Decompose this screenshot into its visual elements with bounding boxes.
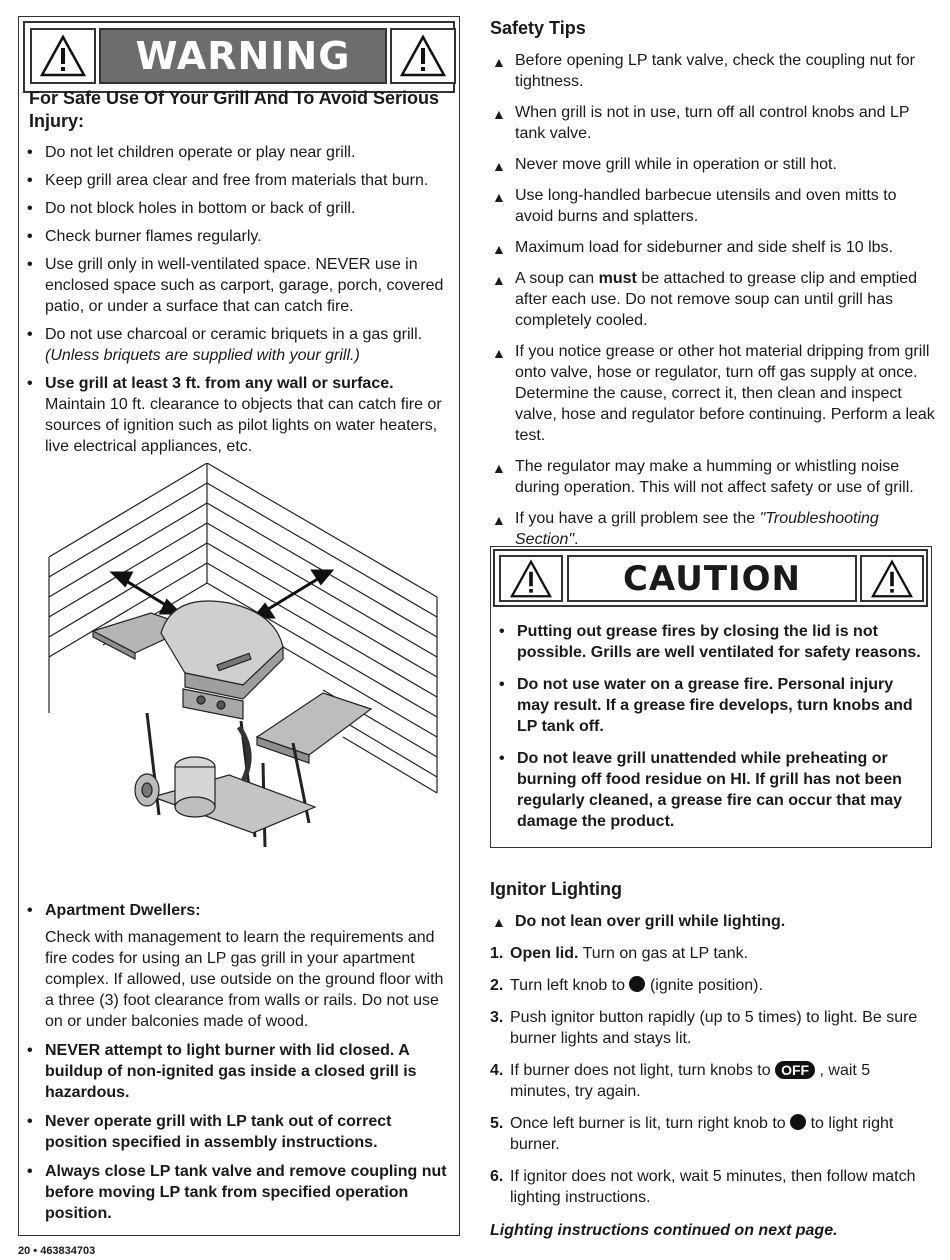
warning-title: WARNING	[99, 28, 387, 84]
ignitor-warning-text: Do not lean over grill while lighting.	[515, 913, 786, 930]
charcoal-note: (Unless briquets are supplied with your grill.)	[45, 347, 360, 364]
warning-triangle-icon	[390, 28, 456, 84]
list-item: • Do not leave grill unattended while preheating or burning off food residue on HI. If grill has not been regularly cleaned, a grease fire can occur that may damage the product.	[495, 748, 925, 832]
tip-text: Never move grill while in operation or still hot.	[515, 156, 837, 173]
list-item	[490, 1166, 935, 1208]
ignite-dot-icon	[790, 1114, 806, 1130]
list-item: • Do not block holes in bottom or back of grill.	[23, 198, 455, 219]
list-item	[490, 185, 935, 227]
apartment-text: Check with management to learn the requirements and fire codes for using an LP gas grill in your apartment complex. If allowed, use outside on the ground floor with a three (3) foot clearance from walls or rails. Do not use on or under balconies made of wood.	[45, 929, 444, 1030]
list-item	[490, 50, 935, 92]
list-item	[490, 102, 935, 144]
tip-emphasis: must	[598, 270, 637, 287]
list-item	[23, 324, 455, 366]
tip-text: .	[574, 531, 579, 548]
step-emphasis: Open lid.	[510, 945, 579, 962]
caution-title: CAUTION	[567, 555, 857, 602]
bullet-triangle-icon: ▲	[492, 914, 506, 930]
list-item	[490, 975, 935, 996]
safety-tips-section	[490, 16, 935, 550]
caution-box	[490, 546, 932, 848]
warning-banner	[23, 21, 455, 93]
tip-text: be attached to grease clip and emptied after each use. Do not remove soup can until grill has completely cooled.	[515, 270, 918, 329]
step-number: 3.	[490, 1009, 504, 1026]
tip-text: Before opening LP tank valve, check the coupling nut for tightness.	[515, 52, 915, 90]
step-text: , wait 5 minutes, try again.	[510, 1062, 871, 1100]
list-item	[490, 268, 935, 331]
list-item	[490, 943, 935, 964]
troubleshooting-ref: "Troubleshooting Section"	[515, 510, 879, 548]
bullet-triangle-icon: ▲	[492, 189, 506, 205]
apartment-heading: Apartment Dwellers:	[45, 902, 201, 919]
step-text: Push ignitor button rapidly (up to 5 times) to light. Be sure burner lights and stays lit.	[510, 1009, 918, 1047]
step-text: If burner does not light, turn knobs to	[510, 1062, 771, 1079]
step-number: 6.	[490, 1168, 504, 1185]
warning-list-top	[23, 142, 455, 457]
list-item: • Always close LP tank valve and remove coupling nut before moving LP tank from specified operation position.	[23, 1161, 455, 1224]
warning-list-bottom	[23, 900, 455, 1224]
warning-heading: For Safe Use Of Your Grill And To Avoid Serious Injury:	[29, 88, 440, 131]
list-item: • Do not use water on a grease fire. Personal injury may result. If a grease fire develops, turn knobs and LP tank off.	[495, 674, 925, 737]
step-text: to light right burner.	[510, 1115, 894, 1153]
list-item	[490, 237, 935, 258]
warning-triangle-icon	[860, 555, 924, 602]
step-text: Turn left knob to	[510, 977, 626, 994]
list-item	[490, 1060, 935, 1102]
warning-triangle-icon	[499, 555, 563, 602]
tip-text: Use long-handled barbecue utensils and oven mitts to avoid burns and splatters.	[515, 187, 897, 225]
step-text: (ignite position).	[649, 977, 763, 994]
clearance-bold: Use grill at least 3 ft. from any wall or surface.	[45, 375, 394, 392]
tip-text: If you have a grill problem see the	[515, 510, 756, 527]
list-item	[490, 456, 935, 498]
list-item	[490, 341, 935, 446]
tip-text: Maximum load for sideburner and side shelf is 10 lbs.	[515, 239, 893, 256]
ignite-dot-icon	[629, 976, 645, 992]
tip-text: If you notice grease or other hot material dripping from grill onto valve, hose or regulator, turn off gas supply at once. Determine the cause, correct it, then clean and inspect valve, hose and regulator before continuing. Perform a leak test.	[515, 343, 935, 444]
list-item	[490, 508, 935, 550]
list-item: • Never operate grill with LP tank out of correct position specified in assembly instructions.	[23, 1111, 455, 1153]
ignitor-steps	[490, 943, 935, 1208]
bullet-triangle-icon: ▲	[492, 158, 506, 174]
continued-note: Lighting instructions continued on next page.	[490, 1222, 838, 1239]
list-item	[490, 1113, 935, 1155]
tip-text: When grill is not in use, turn off all control knobs and LP tank valve.	[515, 104, 910, 142]
clearance-text: Maintain 10 ft. clearance to objects that can catch fire or sources of ignition such as pilot lights on water heaters, live electrical appliances, etc.	[45, 396, 442, 455]
step-text: Once left burner is lit, turn right knob to	[510, 1115, 786, 1132]
step-number: 5.	[490, 1115, 504, 1132]
page-footer: 20 • 463834703	[18, 1245, 96, 1257]
step-number: 1.	[490, 945, 504, 962]
caution-list	[495, 621, 925, 832]
bullet-triangle-icon: ▲	[492, 272, 506, 288]
tip-text: The regulator may make a humming or whistling noise during operation. This will not affect safety or use of grill.	[515, 458, 914, 496]
off-position-badge: OFF	[775, 1061, 815, 1079]
safety-title: Safety Tips	[490, 18, 586, 38]
list-item: • Keep grill area clear and free from materials that burn.	[23, 170, 455, 191]
ignitor-warning	[490, 911, 935, 932]
warning-box	[18, 16, 460, 1236]
step-number: 4.	[490, 1062, 504, 1079]
bullet-triangle-icon: ▲	[492, 512, 506, 528]
bullet-triangle-icon: ▲	[492, 54, 506, 70]
ignitor-title: Ignitor Lighting	[490, 879, 622, 899]
warning-triangle-icon	[30, 28, 96, 84]
caution-banner	[493, 549, 928, 607]
list-item: • Putting out grease fires by closing the lid is not possible. Grills are well ventilated for safety reasons.	[495, 621, 925, 663]
list-item	[23, 900, 455, 1032]
grill-corner-illustration	[43, 463, 443, 853]
charcoal-text: Do not use charcoal or ceramic briquets in a gas grill.	[45, 326, 423, 343]
list-item: • NEVER attempt to light burner with lid closed. A buildup of non-ignited gas inside a closed grill is hazardous.	[23, 1040, 455, 1103]
tip-text: A soup can	[515, 270, 595, 287]
list-item	[490, 154, 935, 175]
bullet-triangle-icon: ▲	[492, 460, 506, 476]
list-item: • Do not let children operate or play near grill.	[23, 142, 455, 163]
ignitor-section	[490, 877, 935, 1241]
safety-tips-list	[490, 50, 935, 550]
bullet-triangle-icon: ▲	[492, 241, 506, 257]
step-text: Turn on gas at LP tank.	[582, 945, 749, 962]
list-item	[490, 1007, 935, 1049]
list-item: • Use grill only in well-ventilated space. NEVER use in enclosed space such as carport, garage, porch, covered patio, or under a surface that can catch fire.	[23, 254, 455, 317]
step-number: 2.	[490, 977, 504, 994]
list-item: • Check burner flames regularly.	[23, 226, 455, 247]
bullet-triangle-icon: ▲	[492, 345, 506, 361]
bullet-triangle-icon: ▲	[492, 106, 506, 122]
list-item	[23, 373, 455, 457]
step-text: If ignitor does not work, wait 5 minutes, then follow match lighting instructions.	[510, 1168, 916, 1206]
